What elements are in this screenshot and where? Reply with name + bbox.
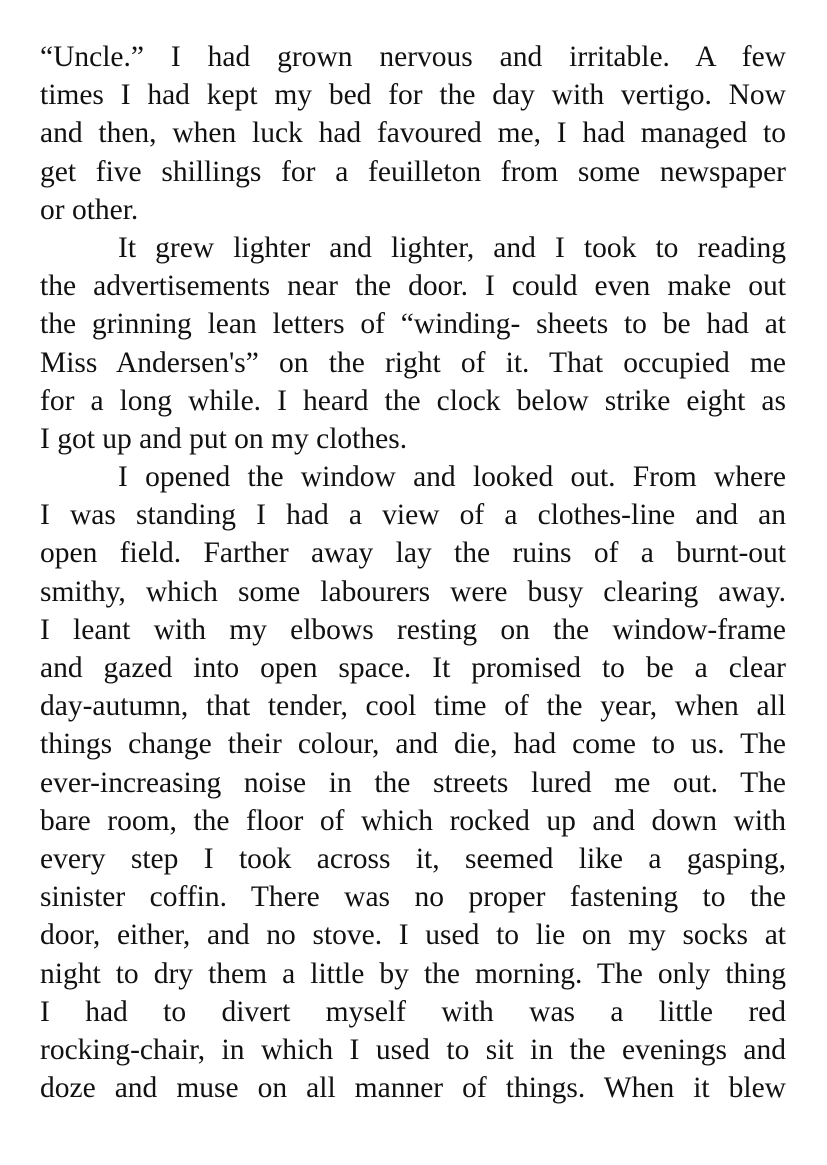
text-line: It grew lighter and lighter, and I took to reading (118, 231, 786, 264)
text-line: I opened the window and looked out. From where (118, 461, 786, 494)
text-line: rocking-chair, in which I used to sit in the evenings and (40, 1033, 786, 1066)
text-line: sinister coffin. There was no proper fastening to the (40, 881, 786, 914)
text-line: times I had kept my bed for the day with vertigo. Now (40, 79, 786, 112)
text-line: I had to divert myself with was a little red (40, 995, 786, 1028)
paragraph-2 (40, 229, 786, 458)
text-line: every step I took across it, seemed like a gasping, (40, 842, 786, 875)
text-line: I got up and put on my clothes. (40, 422, 408, 455)
text-line: things change their colour, and die, had come to us. The (40, 728, 786, 761)
text-line: doze and muse on all manner of things. When it blew (40, 1072, 786, 1105)
text-line: and gazed into open space. It promised to be a clear (40, 652, 786, 684)
text-line: or other. (40, 193, 139, 226)
text-line: I was standing I had a view of a clothes-line and an (40, 499, 786, 532)
text-line: door, either, and no stove. I used to lie on my socks at (40, 919, 786, 952)
text-line: I leant with my elbows resting on the window-frame (40, 613, 786, 646)
text-line: get five shillings for a feuilleton from some newspaper (40, 155, 786, 188)
text-line: day-autumn, that tender, cool time of the year, when all (40, 690, 786, 723)
text-line: for a long while. I heard the clock below strike eight as (40, 384, 786, 417)
text-line: ever-increasing noise in the streets lured me out. The (40, 766, 786, 799)
text-line: smithy, which some labourers were busy clearing away. (40, 575, 786, 608)
text-line: night to dry them a little by the morning. The only thing (40, 957, 786, 990)
text-line: and then, when luck had favoured me, I had managed to (40, 117, 786, 150)
text-line: Miss Andersen's” on the right of it. That occupied me (40, 346, 786, 379)
text-line: “Uncle.” I had grown nervous and irritable. A few (40, 41, 786, 73)
paragraph-1 (40, 38, 786, 229)
text-line: bare room, the floor of which rocked up and down with (40, 804, 786, 837)
text-line: the advertisements near the door. I could even make out (40, 270, 786, 303)
text-line: the grinning lean letters of “winding- sheets to be had at (40, 308, 786, 341)
document-page (40, 38, 786, 1107)
paragraph-3 (40, 458, 786, 1107)
text-line: open field. Farther away lay the ruins of a burnt-out (40, 537, 786, 570)
